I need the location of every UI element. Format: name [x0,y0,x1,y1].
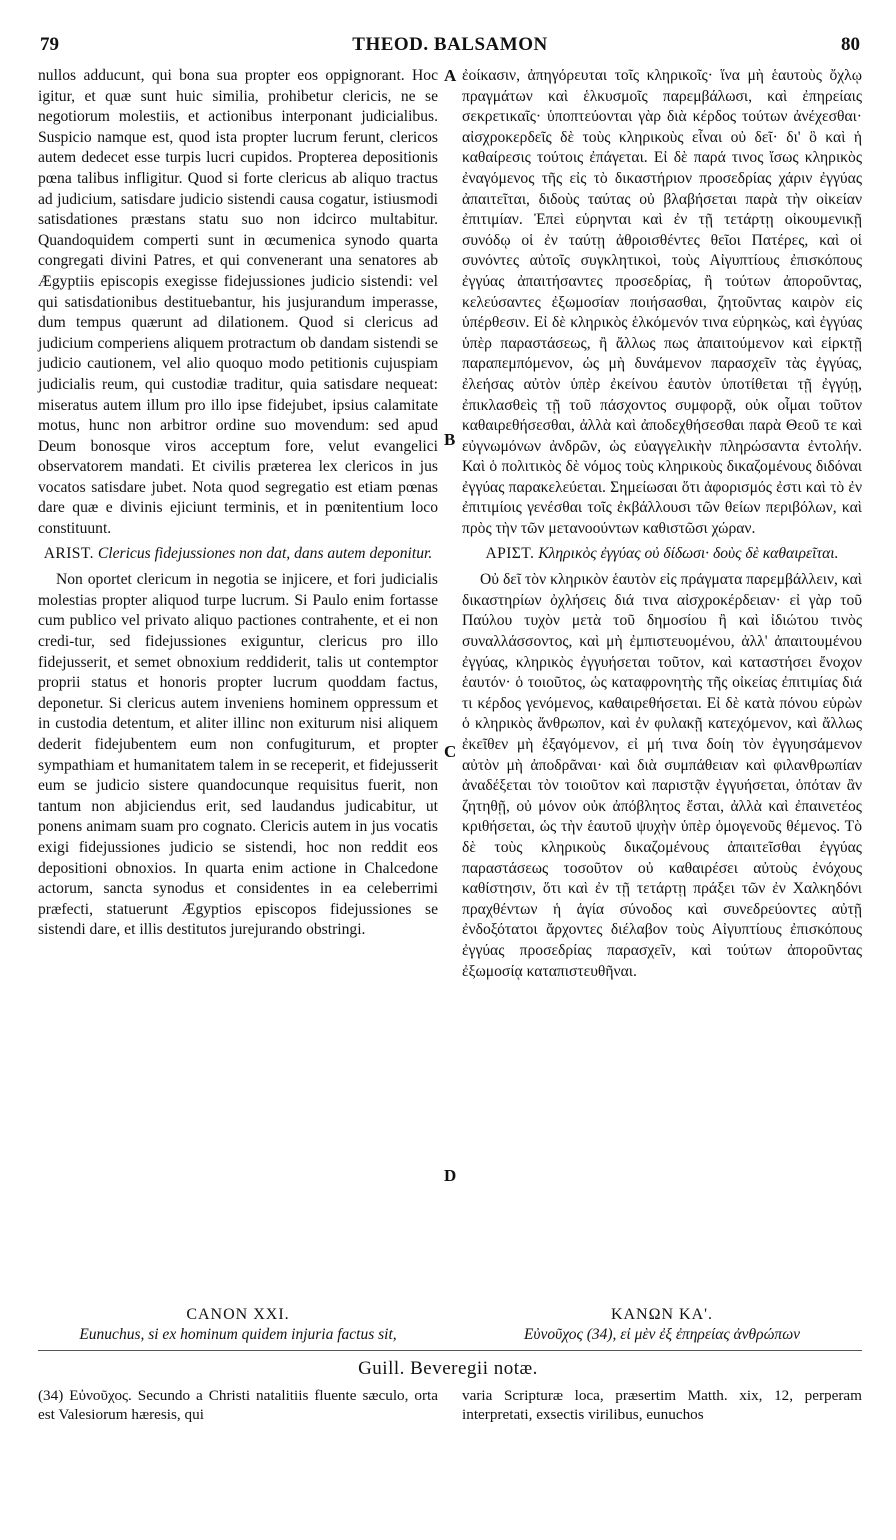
heading-text: Clericus fidejussiones non dat, dans autem deponitur. [97,544,433,562]
greek-column [462,66,862,982]
canon-heading-greek [462,1306,862,1344]
notes-divider [38,1350,862,1351]
margin-marker-a: A [444,66,457,85]
latin-aristenus-heading [38,544,438,565]
canon-title: CANON XXI. [186,1306,290,1323]
latin-paragraph-1: nullos adducunt, qui bona sua propter eos oppignorant. Hoc igitur, et quæ sunt huic similia, prohibetur clericis, ne se negotiorum molestiis, et actionibus interponant judicialibus. Suspicio namque est, quod ista propter lucrum ferunt, clericos autem dedecet esse turpis lucri cupidos. Propterea depositionis pœna talibus infligitur. Quod si forte clericus ab aliquo tractus ad judicium, satisdare judicio sistendi causa cogatur, istiusmodi satisdationes præstans statu suo non idcirco multabitur. Quandoquidem comperti sunt in œcumenica synodo quarta congregati divini Patres, et qui convenerant una senatores ab Ægyptiis episcopis exegisse fidejussiones judicio sistendi: vel qui satisdationibus destituebantur, his jusjurandum imperasse, dum tempus quærunt ad dilationem. Quod si clericus ad judicium comperiens aliquem protractum ob dandam sistendi se judicio cautionem, vel alio quoquo modo petitionis cujuspiam judicialis reum, qui custodiæ traditur, quia satisdare nequeat: miseratus autem illum pro illo ipse fidejubet, ipsius calamitate motus, hunc non arbitror ordine suo movendum: sed apud Deum bonosque viros acceptum fore, velut evangelici observatorem mandati. Et civilis præterea lex clericos in jus vocatos satisdare jubet. Nota quod segregatio est etiam pœnas dare quæ e divinis ejiciunt terminis, et in pœnitentium loco constituunt. [38,67,438,538]
heading-abbreviation: ARIST. [43,544,94,562]
page-header [40,34,860,60]
greek-paragraph-1: ἐοίκασιν, ἀπηγόρευται τοῖς κληρικοῖς· ἵνα μὴ ἑαυτοὺς ὄχλῳ πραγμάτων καὶ ἑλκυσμοῖς παρεμβάλωσι, καὶ ἐπηρείαις σεκρετικαῖς· ὑποπτεύονται γὰρ διὰ κέρδος τούτων ἀνέχεσθαι· αἰσχροκερδεῖς δὲ τοὺς κληρικοὺς εἶναι οὐ δεῖ· δι' ὃ καὶ ἡ καθαίρεσις τούτοις ἐπάγεται. Εἰ δὲ παρά τινος ἴσως κληρικὸς ἐναγόμενος τῆς εἰς τὸ δικαστήριον προσεδρίας χάριν ἐγγύας ἀπαιτεῖται, διδοὺς ταύτας οὐ βλαβήσεται παρὰ τὴν οἰκείαν ἐπιτιμίαν. Ἐπεὶ εὑρηνται καὶ ἐν τῇ τετάρτῃ οἰκουμενικῇ συνόδῳ οἱ ἐν ταύτῃ ἀθροισθέντες θεῖοι Πατέρες, καὶ οἱ συνόντες αὐτοῖς συγκλητικοὶ, τοὺς Αἰγυπτίους ἐπισκόπους ἐγγύας ἀπαιτήσαντες προσεδρίας, ἢ τούτων ἀποροῦντας, κελεύσαντες ἐξωμοσίαν ποιήσασθαι, ζητοῦντας καιρὸν εἰς ὑπέρθεσιν. Εἰ δὲ κληρικὸς ἑλκόμενόν τινα εὑρηκὼς, καὶ ἐγγύας ὑπὲρ παραστάσεως, ἢ ἄλλως πως ἀπαιτούμενον καὶ εἱρκτῇ παραπεμπόμενον, ὡς μὴ δυνάμενον παρασχεῖν τὰς ἐγγύας, ἐλεήσας αὐτὸν ὑπὲρ ἐκείνου ἑαυτὸν ὑποτίθεται τῇ ἐγγύῃ, ἐπικλασθεὶς τῇ τοῦ πάσχοντος συμφορᾷ, οὐκ οἶμαι τοῦτον καθαιρεθήσεσθαι, ἀλλὰ καὶ ἀποδεχθήσεσθαι παρὰ Θεοῦ τε καὶ εὐγνωμόνων ἀνδρῶν, ὡς εὐαγγελικὴν πληρώσαντα ἐντολήν. Καὶ ὁ πολιτικὸς δὲ νόμος τοὺς κληρικοὺς δικαζομένους διδόναι ἐγγύας παρακελεύεται. Σημείωσαι ὅτι ἀφορισμός ἐστι καὶ τὸ ἐν ἐπιτιμίοις γενέσθαι τοῖς ἐκβάλλουσι τῶν θείων περιβόλων, καὶ πρὸς τὴν τῶν μετανοούντων καθιστῶσι χώραν. [462,67,862,538]
margin-marker-d: D [444,1166,457,1185]
latin-paragraph-2: Non oportet clericum in negotia se injicere, et fori judicialis molestias propter aliquod turpe lucrum. Si Paulo enim fortasse cum publico vel privato aliquo pactiones contrahente, et ei non credi-tur, sed fidejussiones exiguntur, clericus pro illo fidejusserit, et semet obnoxium reddiderit, talis ut contemptor proprii status et honoris propter lucrum quoddam factus, deponetur. Si clericus autem inveniens hominem oppressum et in custodia detentum, et aliter illinc non exiturum nisi aliquem dederit fidejubentem eum non confugiturum, et propter sympathiam et humanitatem talem in se receperit, et fidejusserit eum se judicio sistere quandocunque requisitus fuerit, non tantum non abjiciendus erit, sed laudandus judicabitur, ut ponens animam suam pro cognato. Clericis autem in jus vocatis exigi fidejussiones judicio se sistendi, hoc non reddit eos depositioni obnoxios. In quarta enim actione in Chalcedone actorum, sancta synodus et considentes in ea celeberrimi præfecti, statuerunt Ægyptios episcopos fidejussiones se sistendi dare, et illis destitutos jurejurando obstringi. [38,571,438,939]
greek-aristenus-heading [462,544,862,565]
latin-column [38,66,438,941]
notes-title: Guill. Beveregii notæ. [358,1358,538,1379]
margin-marker-c: C [444,742,457,761]
running-title: THEOD. BALSAMON [352,34,548,55]
margin-marker-b: B [444,430,456,449]
canon-title: ΚΑΝΩΝ ΚΑ'. [610,1306,714,1323]
page-number-right: 80 [841,34,860,55]
note-left: (34) Εὐνοῦχος. Secundo a Christi natalitiis fluente sæculo, orta est Valesiorum hæresis, qui [38,1387,438,1423]
heading-abbreviation: ΑΡΙΣΤ. [485,544,535,562]
heading-text: Κληρικὸς ἐγγύας οὐ δίδωσι· δοὺς δὲ καθαιρεῖται. [538,544,839,562]
greek-paragraph-2: Οὐ δεῖ τὸν κληρικὸν ἑαυτὸν εἰς πράγματα παρεμβάλλειν, καὶ δικαστηρίων ὀχλήσεις διά τινα αἰσχροκέρδειαν· εἰ γὰρ τοῦ Παύλου τυχὸν μετὰ τοῦ δημοσίου ἢ καὶ ἰδιώτου τινὸς συναλλάσσοντος, καὶ μὴ ἐμπιστευομένου, ἀλλ' ἀπαιτουμένου ἐγγύας, κληρικὸς ἐγγυήσεται τοῦτον, καὶ καταστήσει ἔνοχον ἑαυτόν· ὁ τοιοῦτος, ὡς καταφρονητὴς τῆς οἰκείας ἐπιτιμίας διά τι κέρδος γενόμενος, καθαιρεθήσεται. Εἰ δὲ κατὰ πόνου εὑρὼν ὁ κληρικὸς ἄνθρωπον, καὶ ἐν φυλακῇ κατεχόμενον, καὶ ἄλλως ἐκεῖθεν μὴ ἐξαγόμενον, εἰ μή τινα δοίη τὸν ἐγγυησάμενον αὐτὸν μὴ ἀποδρᾶναι· καὶ διὰ συμπάθειαν καὶ φιλανθρωπίαν ἀναδέξεται τὸν τοιοῦτον καὶ παριστᾷν ἐγγυήσεται, ὁπόταν ἂν ζητηθῇ, οὐ μόνον οὐκ ἀπόβλητος ἔσται, ἀλλὰ καὶ ἐπαινετέος κριθήσεται, ὡς τὴν ἑαυτοῦ ψυχὴν ὑπὲρ ὁμογενοῦς θέμενος. Τὸ δὲ τοὺς κληρικοὺς δικαζομένους ἀπαιτεῖσθαι ἐγγύας παραστάσεως τοσοῦτον οὐ καθαιρέσει αὐτοὺς ἐνόχους καθίστησιν, ὅτι καὶ ἐν τῇ τετάρτῃ πράξει τῶν ἐν Χαλκηδόνι πραχθέντων ἡ ἁγία σύνοδος καὶ συνεδρεύοντες αὐτῇ ἐνδοξότατοι ἄρχοντες διέλαβον τοὺς Αἰγυπτίους ἐπισκόπους ἐγγύας προσεδρίας παρασχεῖν, καὶ τούτων ἀποροῦντας ἐξωμοσίᾳ καταπιστευθῆναι. [462,571,862,980]
canon-subtitle: Eunuchus, si ex hominum quidem injuria factus sit, [79,1326,397,1343]
canon-heading-latin [38,1306,438,1344]
canon-subtitle: Εὐνοῦχος (34), εἰ μὲν ἐξ ἐπηρείας ἀνθρώπων [523,1326,801,1343]
note-right: varia Scripturæ loca, præsertim Matth. xix, 12, perperam interpretati, exsectis virilibus, eunuchos [462,1387,862,1423]
page-number-left: 79 [40,34,59,55]
